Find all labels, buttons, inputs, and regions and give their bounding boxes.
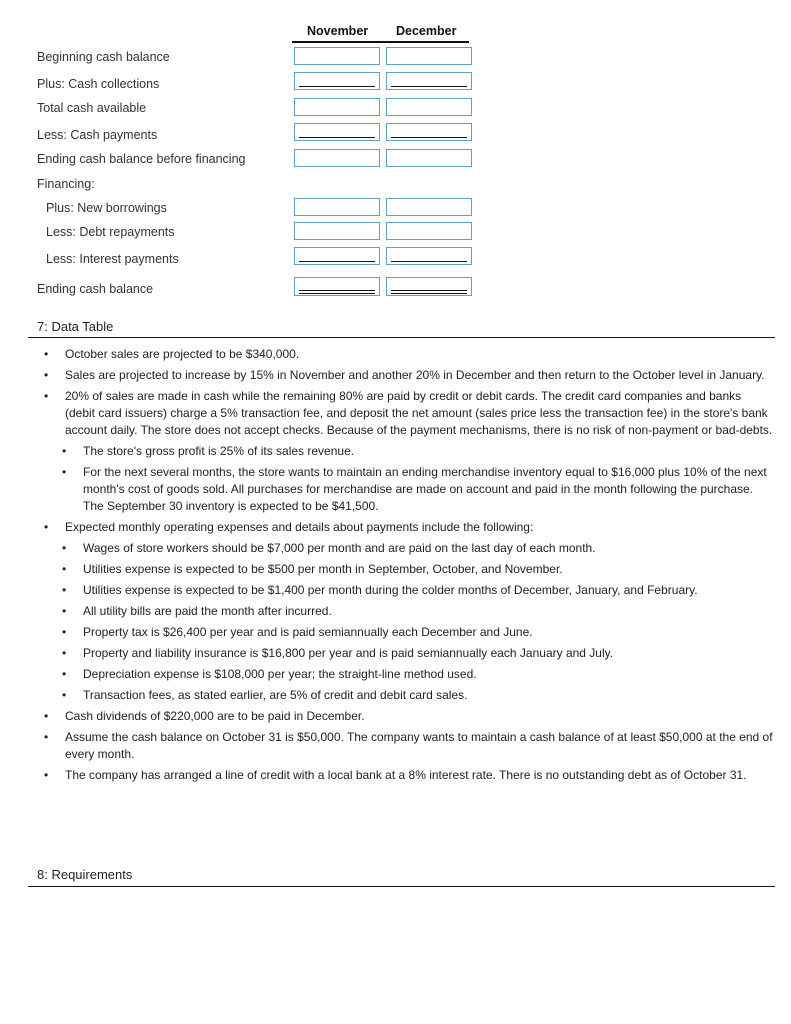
row-label-beginning-cash: Beginning cash balance — [37, 50, 170, 64]
list-item: • Utilities expense is expected to be $500 per month in September, October, and November. — [44, 561, 774, 578]
list-item: • Property and liability insurance is $16,800 per year and is paid semiannually each January and July. — [44, 645, 774, 662]
input-ending-cash-balance-november[interactable] — [294, 277, 380, 296]
column-header-november: November — [307, 24, 369, 38]
row-label-interest-payments: Less: Interest payments — [46, 252, 179, 266]
row-label-total-cash-available: Total cash available — [37, 101, 147, 115]
data-table-list — [44, 346, 774, 788]
list-item: • Transaction fees, as stated earlier, are 5% of credit and debit card sales. — [44, 687, 774, 704]
data-table-rule — [28, 337, 775, 338]
column-header-december: December — [396, 24, 457, 38]
input-beginning-cash-november[interactable] — [294, 47, 380, 65]
row-label-cash-payments: Less: Cash payments — [37, 128, 158, 142]
input-cash-payments-december[interactable] — [386, 123, 472, 141]
input-ending-before-financing-november[interactable] — [294, 149, 380, 167]
input-debt-repayments-november[interactable] — [294, 222, 380, 240]
input-beginning-cash-december[interactable] — [386, 47, 472, 65]
list-item: • Property tax is $26,400 per year and is paid semiannually each December and June. — [44, 624, 774, 641]
list-item: • For the next several months, the store wants to maintain an ending merchandise inventory equal to $16,000 plus 10% of the next month's cost of goods sold. All purchases for merchandise are made on account and paid in the month following the purchase. The September 30 inventory is expected to be $41,500. — [44, 464, 774, 515]
input-cash-payments-november[interactable] — [294, 123, 380, 141]
row-label-ending-before-financing: Ending cash balance before financing — [37, 152, 246, 166]
list-item: • All utility bills are paid the month after incurred. — [44, 603, 774, 620]
requirements-title: 8: Requirements — [37, 867, 133, 882]
input-interest-payments-november[interactable] — [294, 247, 380, 265]
data-table-title: 7: Data Table — [37, 319, 114, 334]
input-cash-collections-december[interactable] — [386, 72, 472, 90]
input-interest-payments-december[interactable] — [386, 247, 472, 265]
input-debt-repayments-december[interactable] — [386, 222, 472, 240]
list-item: • Depreciation expense is $108,000 per year; the straight-line method used. — [44, 666, 774, 683]
row-label-debt-repayments: Less: Debt repayments — [46, 225, 175, 239]
list-item: • Sales are projected to increase by 15% in November and another 20% in December and then return to the October level in January. — [44, 367, 774, 384]
input-new-borrowings-december[interactable] — [386, 198, 472, 216]
list-item: • The store's gross profit is 25% of its sales revenue. — [44, 443, 774, 460]
requirements-rule — [28, 886, 775, 887]
header-rule — [292, 41, 469, 43]
list-item: • October sales are projected to be $340,000. — [44, 346, 774, 363]
row-label-new-borrowings: Plus: New borrowings — [46, 201, 167, 215]
list-item: • Wages of store workers should be $7,000 per month and are paid on the last day of each month. — [44, 540, 774, 557]
row-label-financing: Financing: — [37, 177, 95, 191]
input-cash-collections-november[interactable] — [294, 72, 380, 90]
input-ending-cash-balance-december[interactable] — [386, 277, 472, 296]
row-label-ending-cash-balance: Ending cash balance — [37, 282, 154, 296]
list-item: • 20% of sales are made in cash while the remaining 80% are paid by credit or debit cards. The credit card companies and banks (debit card issuers) charge a 5% transaction fee, and deposit the net amount (sales price less the transaction fee) in the store's bank account daily. The store does not accept checks. Because of the payment mechanisms, there is no risk of non-payment or bad-debts. — [44, 388, 774, 439]
list-item: • Assume the cash balance on October 31 is $50,000. The company wants to maintain a cash balance of at least $50,000 at the end of every month. — [44, 729, 774, 763]
list-item: • Expected monthly operating expenses and details about payments include the following: — [44, 519, 774, 536]
input-ending-before-financing-december[interactable] — [386, 149, 472, 167]
input-new-borrowings-november[interactable] — [294, 198, 380, 216]
list-item: • The company has arranged a line of credit with a local bank at a 8% interest rate. There is no outstanding debt as of October 31. — [44, 767, 774, 784]
row-label-cash-collections: Plus: Cash collections — [37, 77, 160, 91]
list-item: • Utilities expense is expected to be $1,400 per month during the colder months of December, January, and February. — [44, 582, 774, 599]
input-total-cash-available-december[interactable] — [386, 98, 472, 116]
input-total-cash-available-november[interactable] — [294, 98, 380, 116]
list-item: • Cash dividends of $220,000 are to be paid in December. — [44, 708, 774, 725]
